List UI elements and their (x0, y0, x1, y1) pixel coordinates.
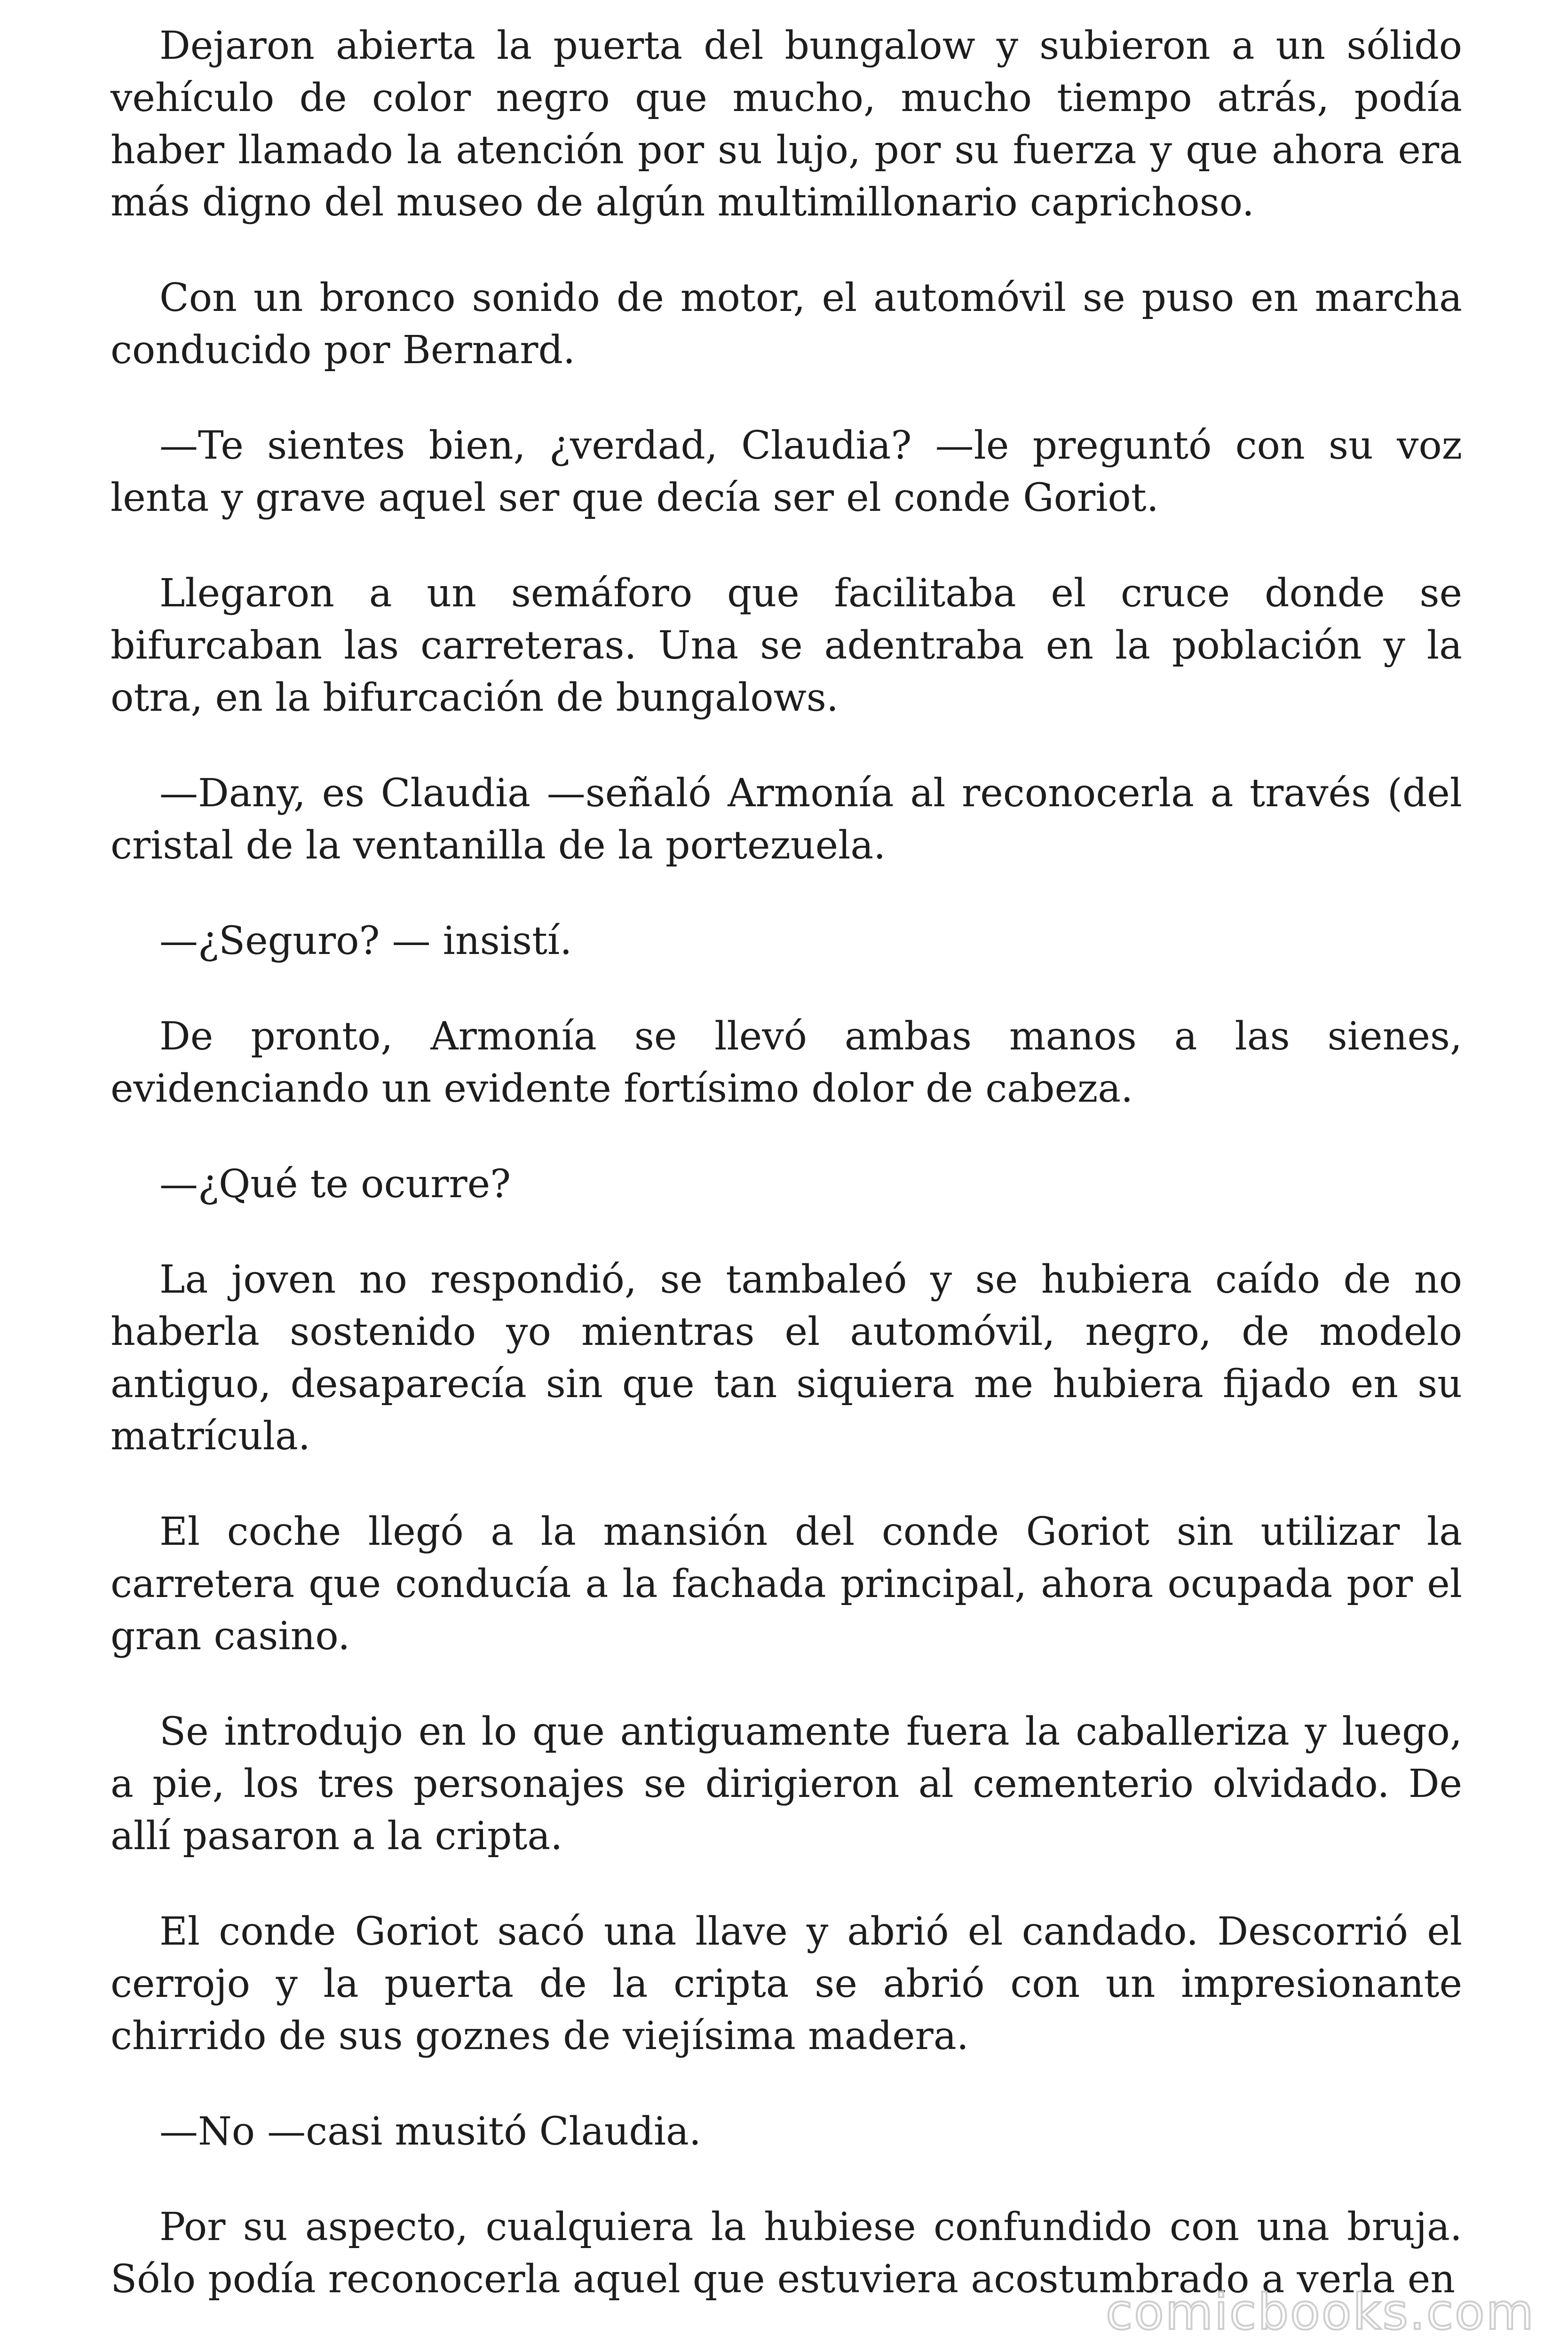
paragraph: Se introdujo en lo que antiguamente fuera la caballeriza y luego, a pie, los tres personajes se dirigieron al cementerio olvidado. De allí pasaron a la cripta. (111, 1709, 1462, 1859)
paragraph: —¿Seguro? — insistí. (159, 919, 572, 963)
paragraph: Con un bronco sonido de motor, el automóvil se puso en marcha conducido por Bernard. (111, 276, 1462, 373)
paragraph: El conde Goriot sacó una llave y abrió el candado. Descorrió el cerrojo y la puerta de la cripta se abrió con un impresionante chirrido de sus goznes de viejísima madera. (111, 1909, 1462, 2058)
paragraph: Por su aspecto, cualquiera la hubiese confundido con una bruja. Sólo podía reconocerla aquel que estuviera acostumbrado a verla en (111, 2205, 1462, 2302)
book-page-text (111, 20, 1462, 2349)
paragraph: —No —casi musitó Claudia. (159, 2109, 701, 2154)
paragraph: —Dany, es Claudia —señaló Armonía al reconocerla a través (del cristal de la ventanilla de la portezuela. (111, 771, 1462, 868)
watermark-logo: comicbooks.com (1105, 2283, 1535, 2341)
paragraph: El coche llegó a la mansión del conde Goriot sin utilizar la carretera que conducía a la fachada principal, ahora ocupada por el gran casino. (111, 1510, 1462, 1659)
paragraph: De pronto, Armonía se llevó ambas manos a las sienes, evidenciando un evidente fortísimo dolor de cabeza. (111, 1014, 1462, 1111)
paragraph: Dejaron abierta la puerta del bungalow y subieron a un sólido vehículo de color negro que mucho, mucho tiempo atrás, podía haber llamado la atención por su lujo, por su fuerza y que ahora era más digno del museo de algún multimillonario caprichoso. (111, 24, 1462, 225)
paragraph: La joven no respondió, se tambaleó y se hubiera caído de no haberla sostenido yo mientras el automóvil, negro, de modelo antiguo, desaparecía sin que tan siquiera me hubiera fijado en su matrícula. (111, 1257, 1462, 1459)
paragraph: —¿Qué te ocurre? (159, 1162, 511, 1207)
paragraph: —Te sientes bien, ¿verdad, Claudia? —le preguntó con su voz lenta y grave aquel ser que decía ser el conde Goriot. (111, 423, 1462, 520)
paragraph: Llegaron a un semáforo que facilitaba el cruce donde se bifurcaban las carreteras. Una se adentraba en la población y la otra, en la bifurcación de bungalows. (111, 571, 1462, 720)
